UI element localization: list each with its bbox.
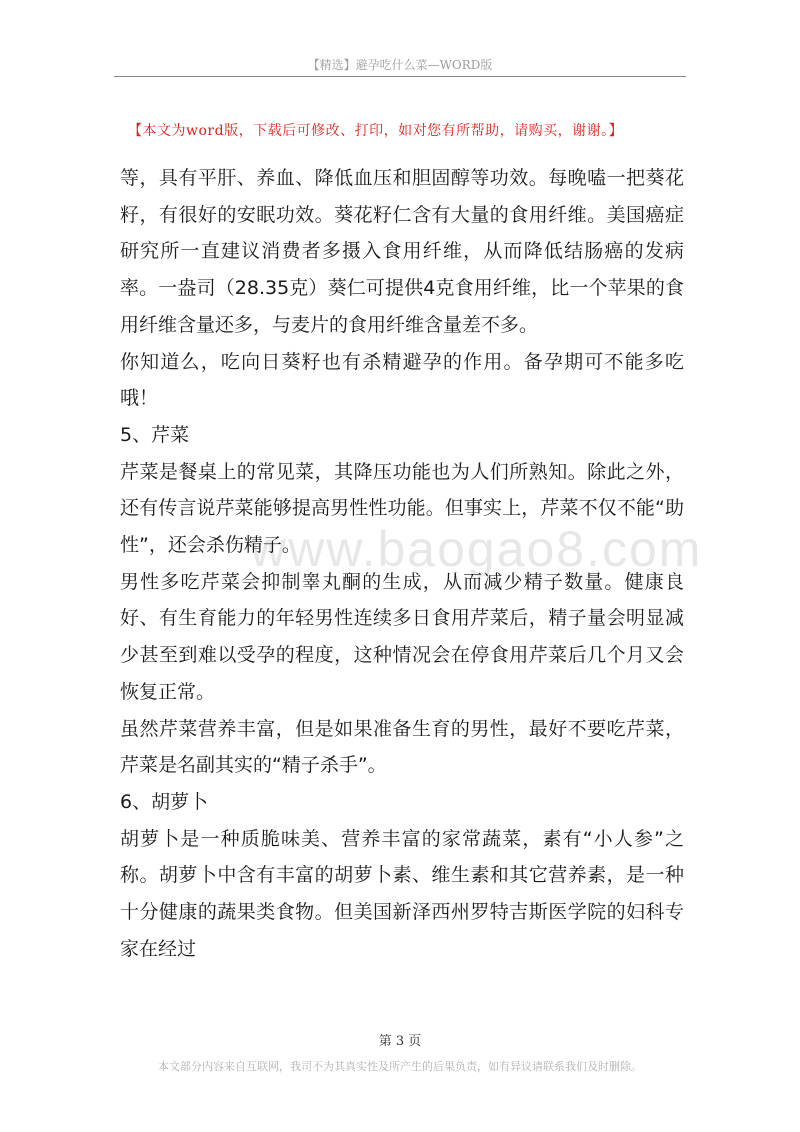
watermark: www.baogao8.com <box>250 521 703 577</box>
running-header: 【精选】避孕吃什么菜—WORD版 <box>307 58 493 72</box>
purchase-notice: 【本文为word版，下载后可修改、打印，如对您有所帮助，请购买，谢谢。】 <box>128 123 624 139</box>
paragraph: 你知道么，吃向日葵籽也有杀精避孕的作用。备孕期可不能多吃哦！ <box>120 350 684 410</box>
paragraph: 等，具有平肝、养血、降低血压和胆固醇等功效。每晚嗑一把葵花籽，有很好的安眠功效。葵花籽仁含有大量的食用纤维。美国癌症研究所一直建议消费者多摄入食用纤维，从而降低结肠癌的发病率。一盎司（28.35克）葵仁可提供4克食用纤维，比一个苹果的食用纤维含量还多，与麦片的食用纤维含量差不多。 <box>120 167 684 336</box>
paragraph: 虽然芹菜营养丰富，但是如果准备生育的男性，最好不要吃芹菜，芹菜是名副其实的“精子杀手”。 <box>120 717 684 777</box>
body-text <box>120 160 703 967</box>
footer-disclaimer: 本文部分内容来自互联网，我司不为其真实性及所产生的后果负责，如有异议请联系我们及时删除。 <box>158 1060 642 1073</box>
page-number: 第 3 页 <box>378 1034 422 1049</box>
section-heading: 6、胡萝卜 <box>120 790 209 813</box>
header-rule <box>114 76 686 77</box>
paragraph: 胡萝卜是一种质脆味美、营养丰富的家常蔬菜，素有“小人参”之称。胡萝卜中含有丰富的胡萝卜素、维生素和其它营养素，是一种十分健康的蔬果类食物。但美国新泽西州罗特吉斯医学院的妇科专家在经过 <box>120 827 684 960</box>
paragraph: 男性多吃芹菜会抑制睾丸酮的生成，从而减少精子数量。健康良好、有生育能力的年轻男性连续多日食用芹菜后，精子量会明显减少甚至到难以受孕的程度，这种情况会在停食用芹菜后几个月又会恢复正常。 <box>120 570 684 703</box>
paragraph: 芹菜是餐桌上的常见菜，其降压功能也为人们所熟知。除此之外，还有传言说芹菜能够提高男性性功能。但事实上，芹菜不仅不能“助性”，还会杀伤精子。 <box>120 460 684 557</box>
section-heading: 5、芹菜 <box>120 423 190 446</box>
